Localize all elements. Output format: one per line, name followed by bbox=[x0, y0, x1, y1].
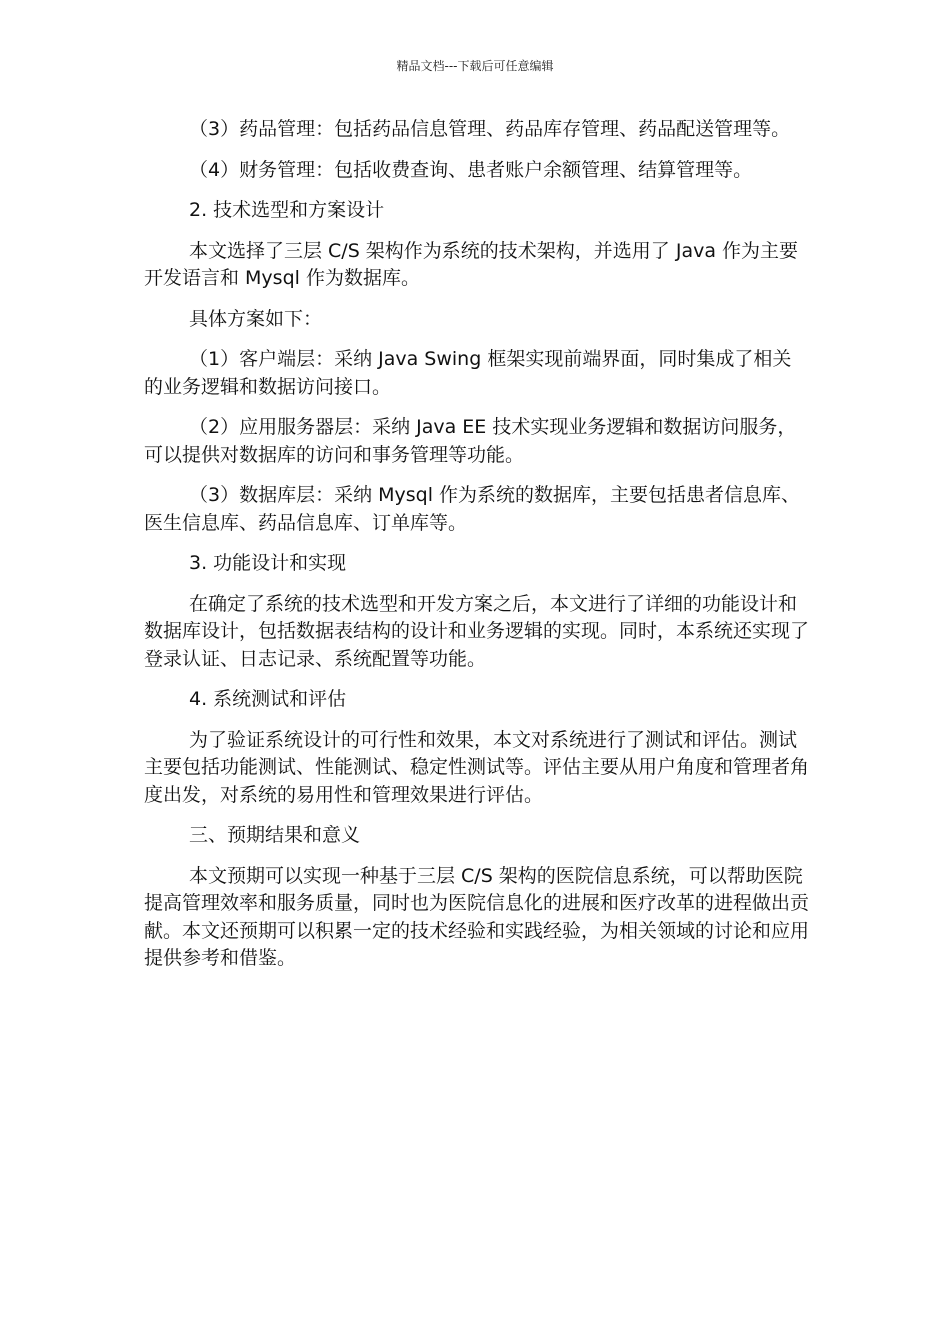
paragraph-plan-intro: 具体方案如下： bbox=[189, 307, 323, 330]
paragraph-expected-results: 本文预期可以实现一种基于三层 C/S 架构的医院信息系统，可以帮助医院提高管理效率和服务质量，同时也为医院信息化的进展和医疗改革的进程做出贡献。本文还预期可以积累一定的技术经验和实践经验，为相关领域的讨论和应用提供参考和借鉴。 bbox=[144, 864, 810, 969]
paragraph-architecture: 本文选择了三层 C/S 架构作为系统的技术架构，并选用了 Java 作为主要开发语言和 Mysql 作为数据库。 bbox=[144, 239, 799, 289]
page-header: 精品文档---下载后可任意编辑 bbox=[396, 59, 554, 73]
section-heading-testing: 4. 系统测试和评估 bbox=[189, 688, 347, 710]
section-heading-expected-results: 三、预期结果和意义 bbox=[189, 824, 361, 846]
paragraph-testing: 为了验证系统设计的可行性和效果，本文对系统进行了测试和评估。测试主要包括功能测试、性能测试、稳定性测试等。评估主要从用户角度和管理者角度出发，对系统的易用性和管理效果进行评估。 bbox=[144, 728, 810, 806]
paragraph-client-layer: （1）客户端层：采纳 Java Swing 框架实现前端界面，同时集成了相关的业务逻辑和数据访问接口。 bbox=[144, 348, 792, 398]
paragraph-database-layer: （3）数据库层：采纳 Mysql 作为系统的数据库，主要包括患者信息库、医生信息库、药品信息库、订单库等。 bbox=[144, 484, 801, 534]
paragraph-finance-management: （4）财务管理：包括收费查询、患者账户余额管理、结算管理等。 bbox=[189, 158, 753, 181]
paragraph-drug-management: （3）药品管理：包括药品信息管理、药品库存管理、药品配送管理等。 bbox=[189, 118, 791, 140]
paragraph-function-design: 在确定了系统的技术选型和开发方案之后，本文进行了详细的功能设计和数据库设计，包括数据表结构的设计和业务逻辑的实现。同时，本系统还实现了登录认证、日志记录、系统配置等功能。 bbox=[144, 592, 810, 670]
document-body bbox=[144, 116, 810, 986]
section-heading-function-design: 3. 功能设计和实现 bbox=[189, 552, 347, 574]
paragraph-app-server-layer: （2）应用服务器层：采纳 Java EE 技术实现业务逻辑和数据访问服务，可以提供对数据库的访问和事务管理等功能。 bbox=[144, 416, 797, 466]
section-heading-tech-selection: 2. 技术选型和方案设计 bbox=[189, 199, 385, 221]
